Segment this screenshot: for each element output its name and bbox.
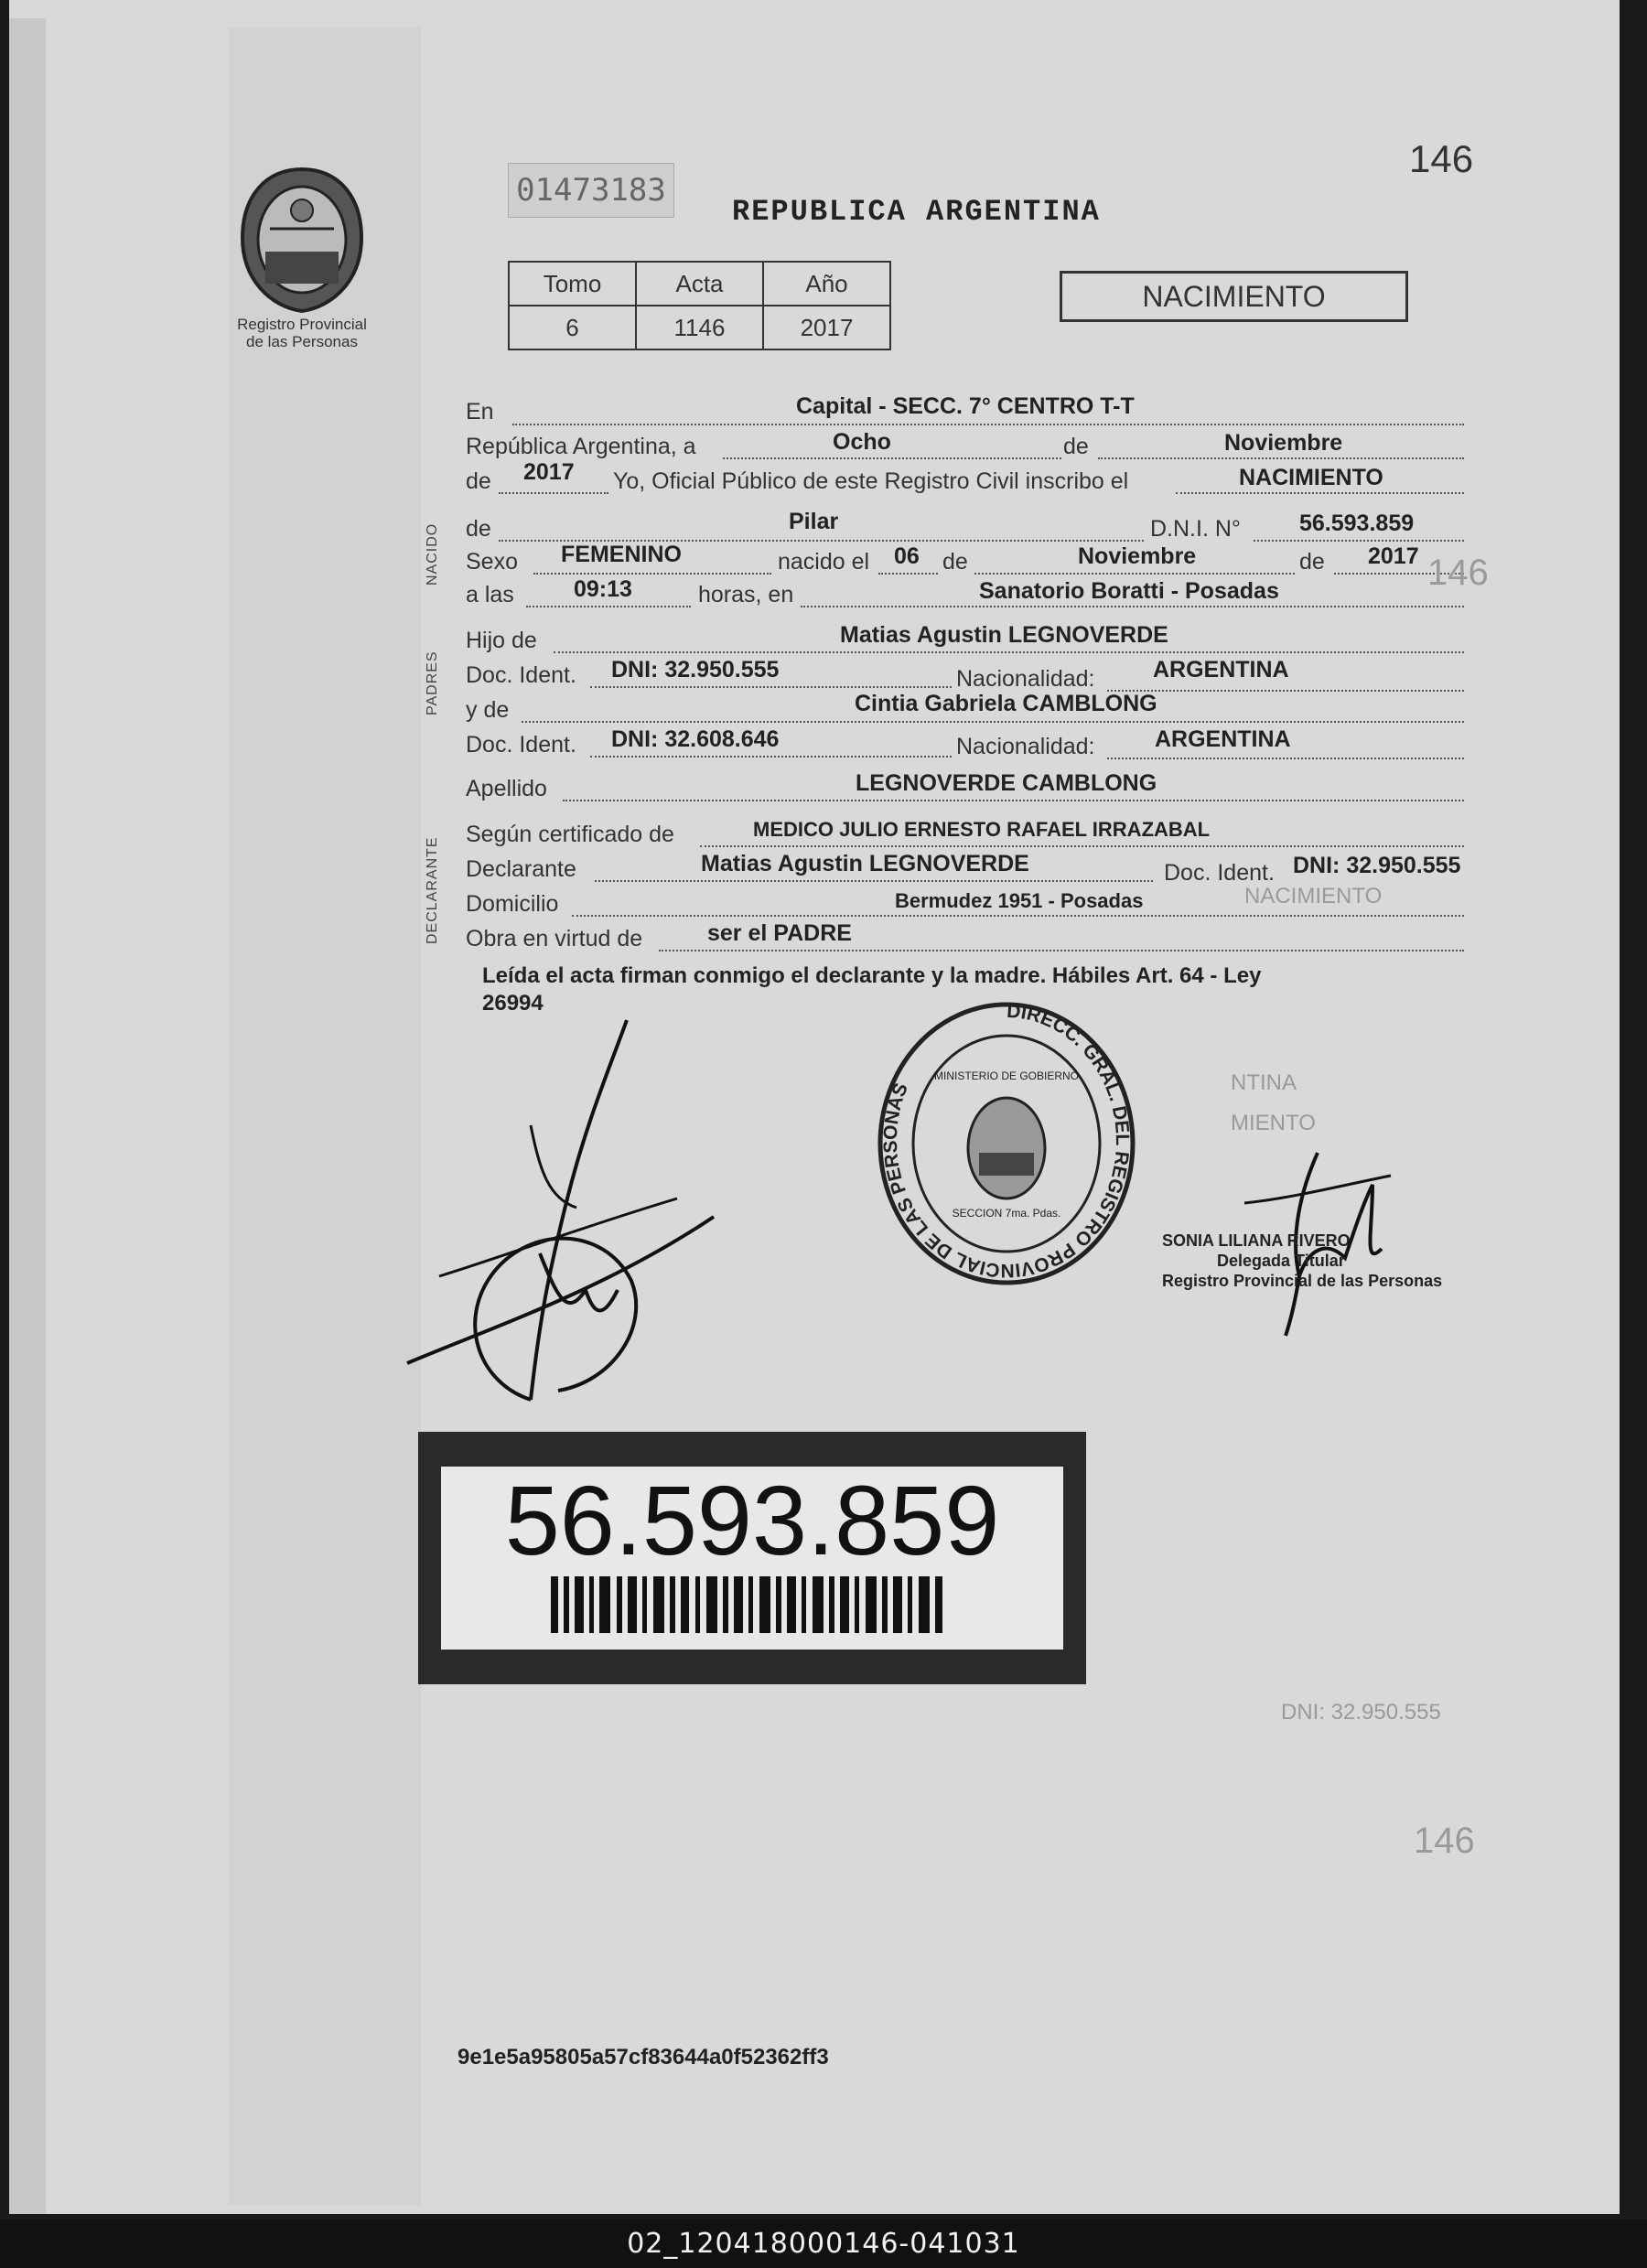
official-stamp-icon [874,997,1139,1290]
field-dia: Ocho [833,429,891,455]
official-org: Registro Provincial de las Personas [1162,1272,1443,1290]
legal-text-line1: Leída el acta firman conmigo el declarante y la madre. Hábiles Art. 64 - Ley [482,963,1262,988]
barcode-bars-icon [551,1576,953,1633]
stamp-ring-text: DIRECC. GRAL. DEL REGISTRO PROVINCIAL DE LAS PERSONAS [879,1000,1133,1282]
field-dni: 56.593.859 [1299,511,1415,536]
record-header-acta: Acta [636,262,763,306]
ghost-nacimiento: NACIMIENTO [1244,884,1383,908]
ghost-line-b: MIENTO [1231,1111,1316,1135]
label-de-3: de [466,516,491,542]
record-value-tomo: 6 [509,306,636,349]
field-lugar: Capital - SECC. 7° CENTRO T-T [796,393,1135,419]
label-declarante: Declarante [466,856,576,882]
label-apellido: Apellido [466,776,547,801]
field-padre-nac: ARGENTINA [1153,657,1289,683]
label-de-2: de [466,468,491,494]
field-padre-doc: DNI: 32.950.555 [611,657,780,683]
field-madre-nac: ARGENTINA [1155,726,1291,752]
registry-label-line2: de las Personas [246,333,358,350]
label-nacido-el: nacido el [778,549,870,575]
registry-emblem-icon [233,165,371,316]
side-label-declarante: DECLARANTE [425,836,440,944]
legal-text-line2: 26994 [482,991,544,1016]
label-hijo-de: Hijo de [466,628,537,653]
label-domicilio: Domicilio [466,891,559,917]
stamp-inner-top: MINISTERIO DE GOBIERNO [933,1070,1080,1082]
registry-label [220,316,384,350]
ghost-line-a: NTINA [1231,1070,1297,1095]
label-de-5: de [1299,549,1325,575]
label-segun-cert: Según certificado de [466,822,674,847]
field-mes: Noviembre [1224,430,1343,456]
page-number: 146 [1409,137,1474,180]
label-y-de: y de [466,697,510,723]
record-header-anio: Año [763,262,890,306]
label-republica: República Argentina, a [466,434,696,459]
field-certificado: MEDICO JULIO ERNESTO RAFAEL IRRAZABAL [753,818,1211,841]
label-doc-madre: Doc. Ident. [466,732,576,758]
field-padre: Matias Agustin LEGNOVERDE [840,622,1168,648]
paper-edge [9,18,46,2214]
record-value-anio: 2017 [763,306,890,349]
barcode-label [418,1432,1086,1684]
declarant-signature-icon [403,1016,732,1409]
field-lugar-nac: Sanatorio Boratti - Posadas [979,578,1279,604]
record-table [508,261,891,350]
document-title: REPUBLICA ARGENTINA [732,195,1101,229]
field-madre: Cintia Gabriela CAMBLONG [855,691,1157,716]
label-sexo: Sexo [466,549,518,575]
footer-bar [0,2220,1647,2268]
official-name: SONIA LILIANA RIVERO [1162,1231,1351,1250]
ghost-page-number: 146 [1427,553,1489,593]
label-obra: Obra en virtud de [466,926,643,951]
side-label-padres: PADRES [425,650,440,715]
official-role: Delegada Titular [1217,1252,1345,1270]
label-nac-padre: Nacionalidad: [956,666,1095,692]
ghost-line-c: DNI: 32.950.555 [1281,1700,1441,1725]
label-de-4: de [942,549,968,575]
field-declarante-doc: DNI: 32.950.555 [1293,853,1461,878]
label-horas-en: horas, en [698,582,794,607]
field-anio: 2017 [523,459,575,485]
barcode-number: 56.593.859 [504,1465,1000,1575]
official-signature-block [1162,1231,1482,1291]
registry-label-line1: Registro Provincial [237,316,367,333]
field-dia-nac: 06 [894,543,920,569]
field-apellido: LEGNOVERDE CAMBLONG [856,770,1157,796]
field-madre-doc: DNI: 32.608.646 [611,726,780,752]
side-label-nacido: NACIDO [425,522,440,586]
field-anio-nac: 2017 [1368,543,1419,569]
label-dni: D.N.I. N° [1150,516,1241,542]
footer-id: 02_120418000146-041031 [627,2228,1020,2260]
field-domicilio: Bermudez 1951 - Posadas [895,889,1144,912]
field-mes-nac: Noviembre [1078,543,1197,569]
record-type-box: NACIMIENTO [1060,271,1408,322]
label-de-1: de [1063,434,1089,459]
ghost-page-number-2: 146 [1414,1821,1475,1861]
label-nac-madre: Nacionalidad: [956,734,1095,759]
label-a-las: a las [466,582,514,607]
serial-number: 01473183 [508,163,674,218]
field-sexo: FEMENINO [561,542,682,567]
bleed-through-strip [229,27,421,2205]
label-doc-declarante: Doc. Ident. [1164,860,1275,886]
field-hora: 09:13 [574,576,632,602]
field-nombre: Pilar [789,509,839,534]
document-hash: 9e1e5a95805a57cf83644a0f52362ff3 [458,2045,829,2069]
field-obra: ser el PADRE [707,920,852,946]
stamp-inner-bottom: SECCION 7ma. Pdas. [952,1207,1061,1220]
label-yo: Yo, Oficial Público de este Registro Civil inscribo el [613,468,1129,494]
field-tipo: NACIMIENTO [1239,465,1383,490]
label-doc-padre: Doc. Ident. [466,662,576,688]
record-value-acta: 1146 [636,306,763,349]
label-en: En [466,399,494,425]
field-declarante: Matias Agustin LEGNOVERDE [701,851,1029,876]
record-header-tomo: Tomo [509,262,636,306]
